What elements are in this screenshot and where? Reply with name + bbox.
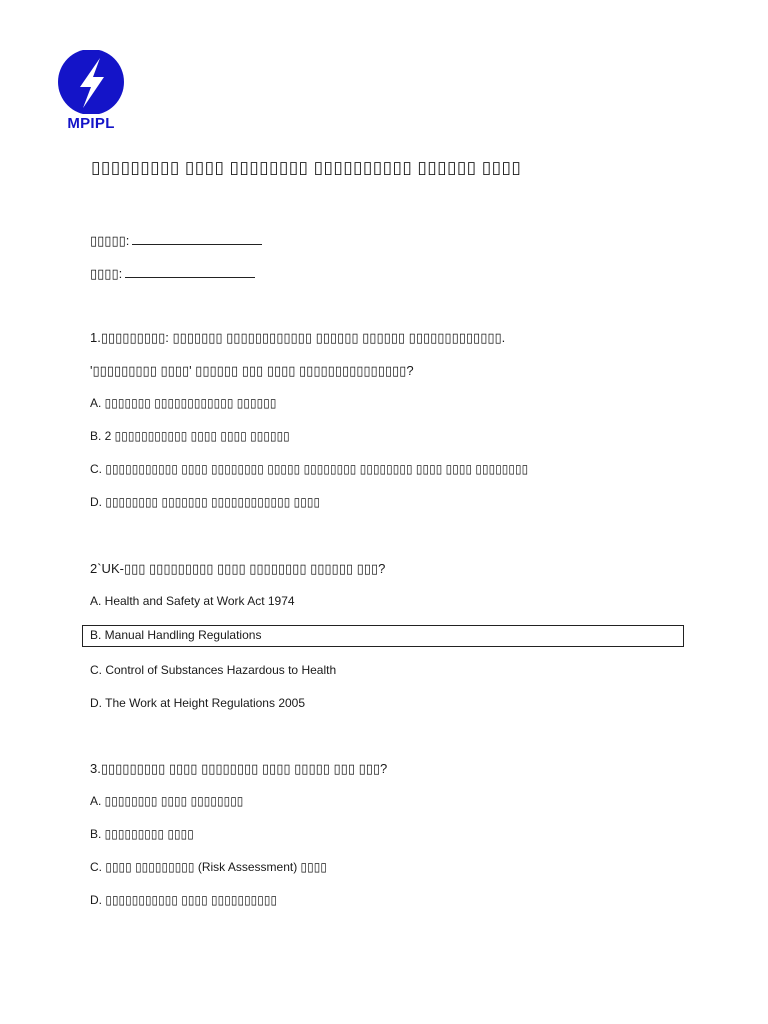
date-label: ▯▯▯▯: [90, 266, 123, 281]
question-2-text: 2`UK-▯▯▯ ▯▯▯▯▯▯▯▯▯ ▯▯▯▯ ▯▯▯▯▯▯▯▯ ▯▯▯▯▯▯ ▯▯▯? [90, 561, 386, 576]
question-3-option-a[interactable]: A. ▯▯▯▯▯▯▯▯ ▯▯▯▯ ▯▯▯▯▯▯▯▯ [90, 794, 244, 808]
question-3-option-c[interactable]: C. ▯▯▯▯ ▯▯▯▯▯▯▯▯▯ (Risk Assessment) ▯▯▯▯ [90, 860, 327, 874]
question-2-option-b[interactable]: B. Manual Handling Regulations [90, 628, 262, 642]
question-3-option-b[interactable]: B. ▯▯▯▯▯▯▯▯▯ ▯▯▯▯ [90, 827, 194, 841]
name-blank[interactable] [132, 232, 262, 245]
question-1-option-c[interactable]: C. ▯▯▯▯▯▯▯▯▯▯▯ ▯▯▯▯ ▯▯▯▯▯▯▯▯ ▯▯▯▯▯ ▯▯▯▯▯▯▯▯ ▯▯▯▯▯▯▯▯ ▯▯▯▯ ▯▯▯▯ ▯▯▯▯▯▯▯▯ [90, 462, 529, 476]
name-field[interactable] [90, 232, 262, 249]
question-1-option-a[interactable]: A. ▯▯▯▯▯▯▯ ▯▯▯▯▯▯▯▯▯▯▯▯ ▯▯▯▯▯▯ [90, 396, 277, 410]
date-field[interactable] [90, 265, 255, 282]
question-1-text: 1.▯▯▯▯▯▯▯▯▯: ▯▯▯▯▯▯▯ ▯▯▯▯▯▯▯▯▯▯▯▯ ▯▯▯▯▯▯ ▯▯▯▯▯▯ ▯▯▯▯▯▯▯▯▯▯▯▯▯. [90, 330, 506, 345]
date-blank[interactable] [125, 265, 255, 278]
question-2-option-d[interactable]: D. The Work at Height Regulations 2005 [90, 696, 306, 710]
question-1-option-b[interactable]: B. 2 ▯▯▯▯▯▯▯▯▯▯▯ ▯▯▯▯ ▯▯▯▯ ▯▯▯▯▯▯ [90, 429, 290, 443]
question-1-text-continued: '▯▯▯▯▯▯▯▯▯ ▯▯▯▯' ▯▯▯▯▯▯ ▯▯▯ ▯▯▯▯ ▯▯▯▯▯▯▯▯▯▯▯▯▯▯▯? [90, 363, 414, 378]
question-1-option-d[interactable]: D. ▯▯▯▯▯▯▯▯ ▯▯▯▯▯▯▯ ▯▯▯▯▯▯▯▯▯▯▯▯ ▯▯▯▯ [90, 495, 321, 509]
page-title: ▯▯▯▯▯▯▯▯▯ ▯▯▯▯ ▯▯▯▯▯▯▯▯ ▯▯▯▯▯▯▯▯▯▯ ▯▯▯▯▯▯ ▯▯▯▯ [91, 158, 522, 177]
question-2-option-a[interactable]: A. Health and Safety at Work Act 1974 [90, 594, 295, 608]
question-2-option-c[interactable]: C. Control of Substances Hazardous to Health [90, 663, 337, 677]
logo-text: MPIPL [67, 115, 115, 132]
question-3-option-d[interactable]: D. ▯▯▯▯▯▯▯▯▯▯▯ ▯▯▯▯ ▯▯▯▯▯▯▯▯▯▯ [90, 893, 278, 907]
lightning-bolt-icon [56, 50, 126, 114]
company-logo [56, 50, 126, 132]
question-3-text: 3.▯▯▯▯▯▯▯▯▯ ▯▯▯▯ ▯▯▯▯▯▯▯▯ ▯▯▯▯ ▯▯▯▯▯ ▯▯▯ ▯▯▯? [90, 761, 388, 776]
name-label: ▯▯▯▯▯: [90, 233, 130, 248]
